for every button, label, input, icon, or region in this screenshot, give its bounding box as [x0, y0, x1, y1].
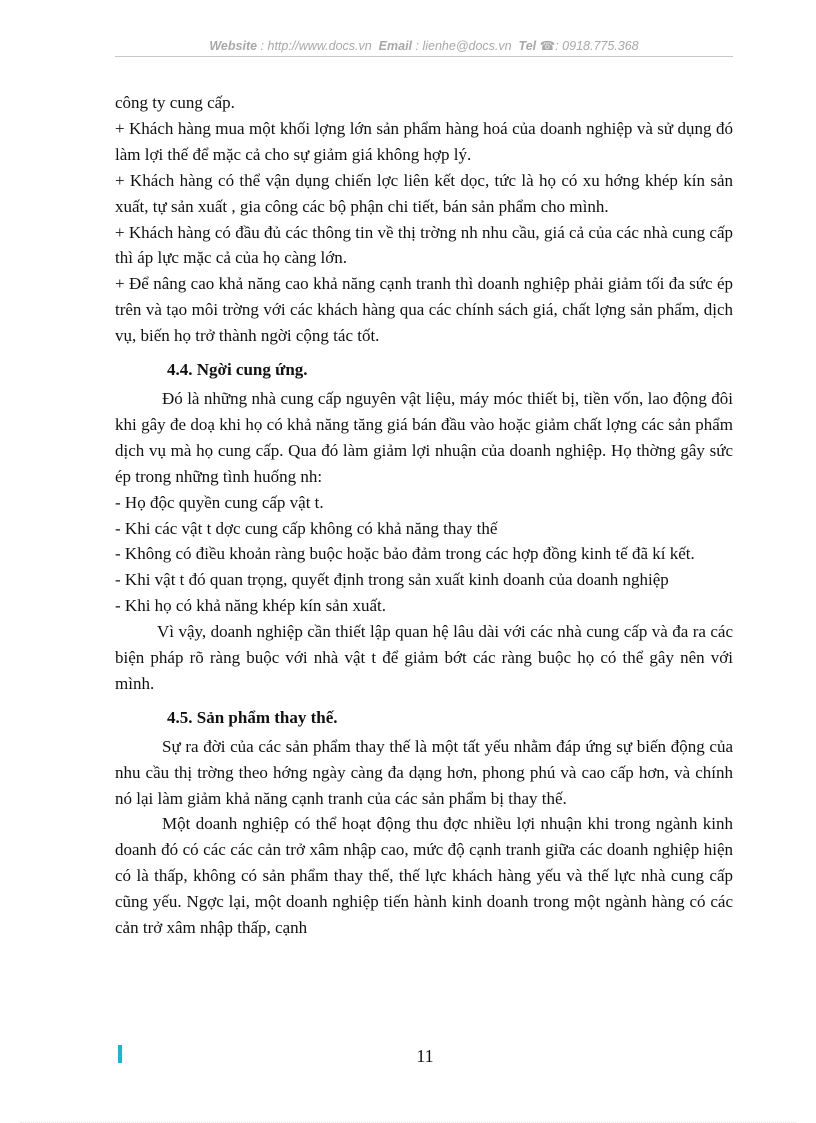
bullet-item: - Khi vật t đó quan trọng, quyết định trong sản xuất kinh doanh của doanh nghiệp: [115, 570, 669, 590]
paragraph: Đó là những nhà cung cấp nguyên vật liệu, máy móc thiết bị, tiền vốn, lao động đôi khi gây đe doạ khi họ có khả năng tăng giá bán đầu vào hoặc giảm chất lợng các sản phẩm dịch vụ mà họ cung cấp. Qua đó làm giảm lợi nhuận của doanh nghiệp. Họ thờng gây sức ép trong những tình huống nh:: [115, 388, 733, 486]
bullet-item: - Không có điều khoản ràng buộc hoặc bảo đảm trong các hợp đồng kinh tế đã kí kết.: [115, 544, 695, 564]
paragraph: + Để nâng cao khả năng cao khả năng cạnh tranh thì doanh nghiệp phải giảm tối đa sức ép trên và tạo môi trờng với các khách hàng qua các chính sách giá, chất lợng sản phẩm, dịch vụ, biến họ trở thành ngời cộng tác tốt.: [115, 274, 733, 346]
page-header: [115, 38, 733, 53]
section-heading-4-5: 4.5. Sản phẩm thay thế.: [167, 707, 338, 727]
paragraph: + Khách hàng có thể vận dụng chiến lợc liên kết dọc, tức là họ có xu hớng khép kín sản xuất, tự sản xuất , gia công các bộ phận chi tiết, bán sản phẩm cho mình.: [115, 170, 733, 216]
paragraph: + Khách hàng mua một khối lợng lớn sản phẩm hàng hoá của doanh nghiệp và sử dụng đó làm lợi thế để mặc cả cho sự giảm giá không hợp lý.: [115, 118, 733, 164]
footer-accent-bar: [118, 1045, 122, 1063]
phone-icon: ☎: [539, 39, 556, 53]
document-body: [115, 90, 733, 941]
email-value: : lienhe@docs.vn: [415, 39, 512, 53]
header-divider: [115, 56, 733, 57]
section-heading-4-4: 4.4. Ngời cung ứng.: [167, 360, 308, 380]
page-number: 11: [416, 1046, 434, 1066]
paragraph: + Khách hàng có đầu đủ các thông tin về thị trờng nh nhu cầu, giá cả của các nhà cung cấp thì áp lực mặc cả của họ càng lớn.: [115, 222, 733, 268]
paragraph: công ty cung cấp.: [115, 93, 235, 112]
bullet-item: - Khi các vật t dợc cung cấp không có khả năng thay thế: [115, 518, 498, 538]
website-label: Website: [209, 39, 258, 53]
paragraph: Một doanh nghiệp có thể hoạt động thu đợc nhiều lợi nhuận khi trong ngành kinh doanh đó có các các cản trở xâm nhập cao, mức độ cạnh tranh giữa các doanh nghiệp hiện có là thấp, không có sản phẩm thay thế, thế lực khách hàng yếu và thế lực nhà cung cấp cũng yếu. Ngợc lại, một doanh nghiệp tiến hành kinh doanh trong một ngành hàng có các cản trở xâm nhập thấp, cạnh: [115, 814, 733, 938]
website-value: : http://www.docs.vn: [260, 39, 372, 53]
tel-label: Tel: [518, 39, 537, 53]
bullet-item: - Khi họ có khả năng khép kín sản xuất.: [115, 596, 386, 616]
paragraph: Sự ra đời của các sản phẩm thay thế là một tất yếu nhằm đáp ứng sự biến động của nhu cầu thị trờng theo hớng ngày càng đa dạng hơn, phong phú và cao cấp hơn, và chính nó lại làm giảm khả năng cạnh tranh của các sản phẩm bị thay thế.: [115, 736, 733, 808]
email-label: Email: [378, 39, 413, 53]
bullet-item: - Họ độc quyền cung cấp vật t.: [115, 492, 324, 512]
tel-value: : 0918.775.368: [555, 39, 639, 53]
paragraph: Vì vậy, doanh nghiệp cần thiết lập quan hệ lâu dài với các nhà cung cấp và đa ra các biện pháp rõ ràng buộc với nhà vật t để giảm bớt các ràng buộc họ có thể gây nên với mình.: [115, 622, 733, 693]
